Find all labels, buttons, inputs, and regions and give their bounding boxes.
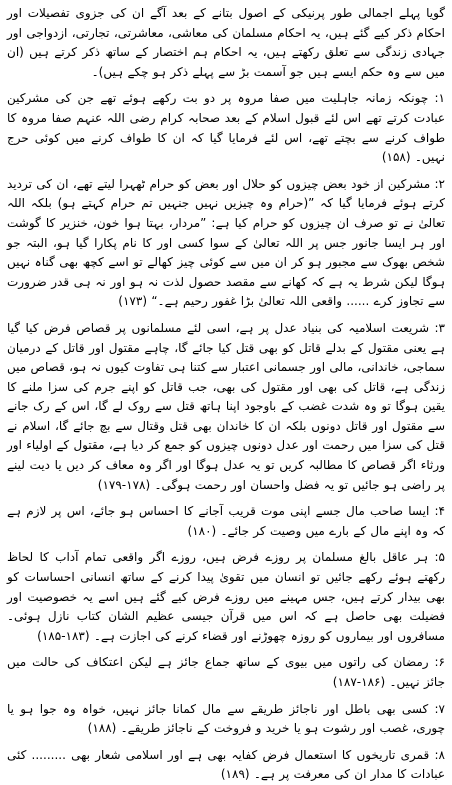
intro-paragraph: گویا پہلے اجمالی طور پرنیکی کے اصول بتانے کے بعد آگے ان کی جزوی تفصیلات اور احکام ذکر کیے گئے ہیں، یہ احکام مسلمان کی معاشی، معاشرتی، تجارتی، ازدواجی اور جہادی زندگی سے تعلق رکھتے ہیں، یہ احکام ہم اختصار کے ساتھ ذکر کرتے ہیں (ان میں سے وہ حکم ایسے ہیں جو آسمت بڑ سے پہلے ذکر ہو چکے ہیں)۔ <box>7 6 445 79</box>
ruling-1-safa-marwa: ۱: چونکہ زمانہ جاہلیت میں صفا مروہ پر دو بت رکھے ہوئے تھے جن کی مشرکین عبادت کرتے تھے اس لئے قبول اسلام کے بعد صحابہ کرام رضی اللہ عنہم صفا مروہ کا طواف کرنے سے بچتے تھے، اس لئے فرمایا گیا کہ ان کا طواف کرنے میں کوئی حرج نہیں۔ (۱۵۸) <box>7 91 445 165</box>
ruling-2-halal-haram: ۲: مشرکین از خود بعض چیزوں کو حلال اور بعض کو حرام ٹھہرا لیتے تھے، ان کی تردید کرتے ہوئے فرمایا گیا کہ ”(حرام وہ چیزیں نہیں جنہیں تم حرام کہتے ہو) بلکہ اللہ تعالیٰ نے تو صرف ان چیزوں کو حرام کیا ہے: ”مردار، بہتا ہوا خون، خنزیر کا گوشت اور ہر ایسا جانور جس پر اللہ تعالیٰ کے سوا کسی اور کا نام پکارا گیا ہو، البتہ جو شخص بھوک سے مجبور ہو کر ان میں سے کوئی چیز کھالے تو اسے کچھ بھی گناہ نہیں ہوگا لیکن شرط یہ ہے کہ کھانے سے مقصد حصول لذت نہ ہو اور نہ ہی قدر ضرورت سے تجاوز کرے ...... واقعی اللہ تعالیٰ بڑا غفور رحیم ہے۔“ (۱۷۳) <box>7 176 445 309</box>
ruling-5-fasting: ۵: ہر عاقل بالغ مسلمان پر روزے فرض ہیں، روزے اگر واقعی تمام آداب کا لحاظ رکھتے ہوئے رکھے جائیں تو انسان میں تقویٰ پیدا کرنے کے ساتھ انسانی احساسات کو بھی بیدار کرتے ہیں، جس مہینے میں روزے فرض کیے گئے ہیں اسے یہ خصوصیت اور فضیلت بھی حاصل ہے کہ اس میں قرآن جیسی عظیم الشان کتاب نازل ہوئی۔ مسافروں اور بیماروں کو روزہ چھوڑنے اور قضاء کرنے کی اجازت ہے۔ (۱۸۳-۱۸۵) <box>7 550 445 643</box>
ruling-3-qisas: ۳: شریعت اسلامیہ کی بنیاد عدل پر ہے، اسی لئے مسلمانوں پر قصاص فرض کیا گیا ہے یعنی مقتول کے بدلے قاتل کو بھی قتل کیا جائے گا، چاہے مقتول اور قاتل کے درمیان سماجی، خاندانی، مالی اور جسمانی اعتبار سے کتنا ہی تفاوت کیوں نہ ہو، قصاص میں زندگی ہے، قاتل کی بھی اور مقتول کی بھی، جب قاتل کو اپنے جرم کی سزا ملنے کا یقین ہوگا تو وہ شدت غضب کے باوجود اپنا ہاتھ قتل سے روک لے گا، اس کے رک جانے سے مقتول اور قاتل دونوں بلکہ ان کا خاندان بھی قتل وقتال سے بچ جائے گا، اسلام نے قتل کی سزا میں رحمت اور عدل دونوں چیزوں کو جمع کر دیا ہے، مقتول کے اولیاء اور ورثاء اگر قصاص کا مطالبہ کریں تو یہ عدل ہوگا اور اگر وہ معاف کر دیں یا دیت لینے پر راضی ہو جائیں تو یہ فضل واحسان اور رحمت ہوگی۔ (۱۷۸-۱۷۹) <box>7 320 445 492</box>
ruling-6-ramadan-nights: ۶: رمضان کی راتوں میں بیوی کے ساتھ جماع جائز ہے لیکن اعتکاف کی حالت میں جائز نہیں۔ (۱۸۶-۱۸۷) <box>7 655 445 689</box>
ruling-8-lunar-dates: ۸: قمری تاریخوں کا استعمال فرض کفایہ بھی ہے اور اسلامی شعار بھی ......... کئی عبادات کا مدار ان کی معرفت پر ہے۔ (۱۸۹) <box>7 747 445 782</box>
ruling-7-unlawful-earnings: ۷: کسی بھی باطل اور ناجائز طریقے سے مال کمانا جائز نہیں، خواہ وہ جوا ہو یا چوری، غصب اور رشوت ہو یا خرید و فروخت کے ناجائز طریقے۔ (۱۸۸) <box>7 701 445 736</box>
ruling-4-wasiyyat: ۴: ایسا صاحب مال جسے اپنی موت قریب آجانے کا احساس ہو جائے، اس پر لازم ہے کہ وہ اپنے مال کے بارے میں وصیت کر جائے۔ (۱۸۰) <box>7 504 445 538</box>
